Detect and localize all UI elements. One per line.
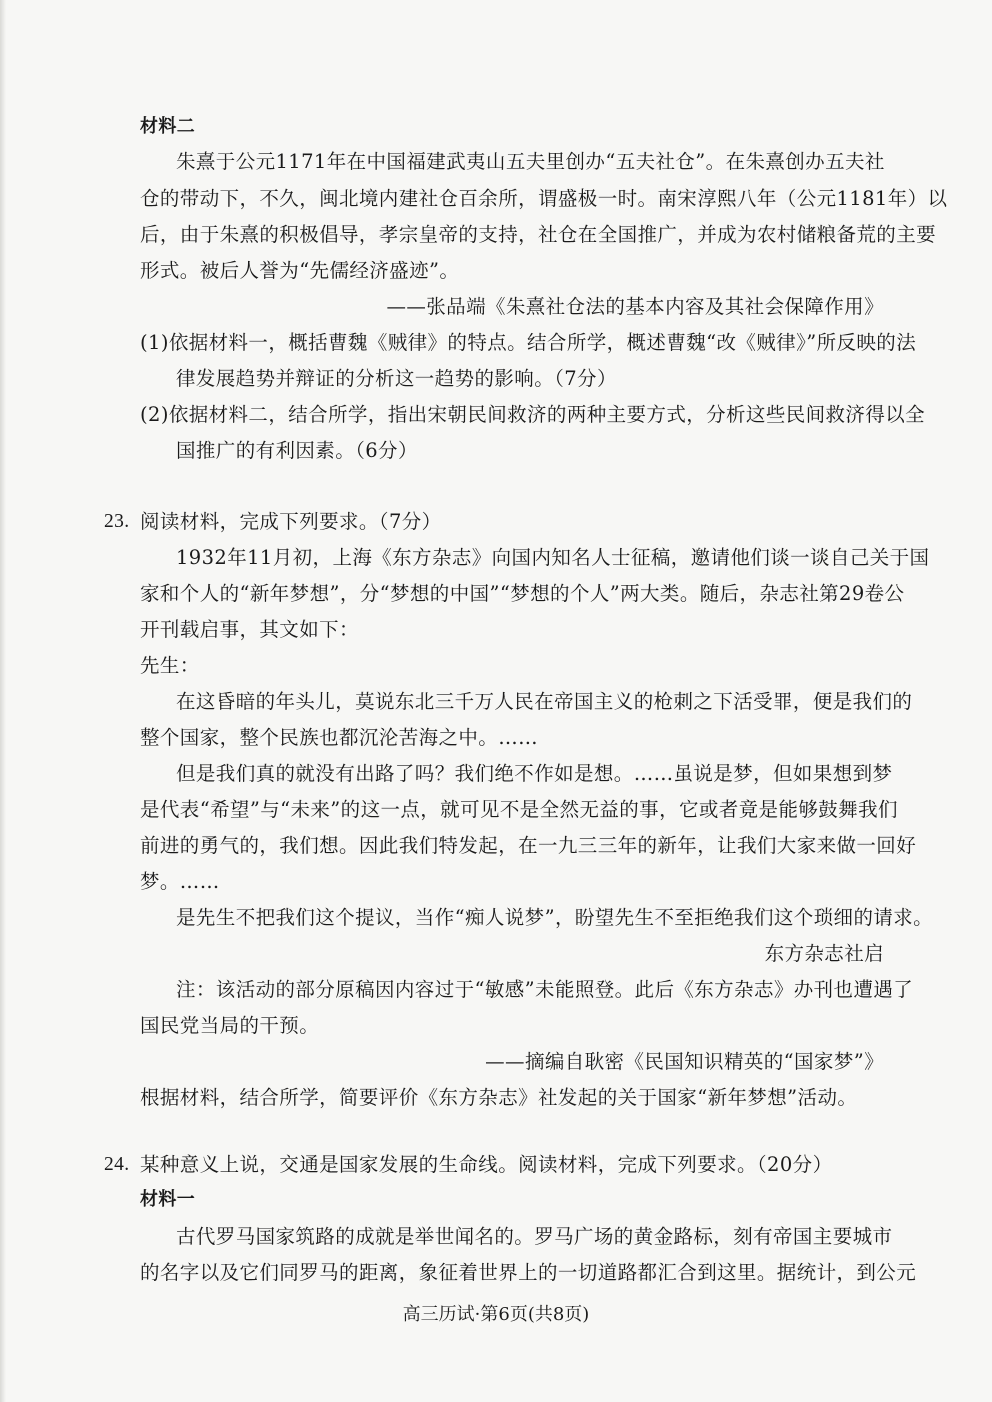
q22-part1-line1: (1)依据材料一，概括曹魏《贼律》的特点。结合所学，概述曹魏“改《贼律》”所反映的法 [140,331,917,354]
q23-number: 23. [104,511,130,532]
q22-part2-line2: 国推广的有利因素。（6分） [176,439,418,462]
q24-number: 24. [104,1154,130,1175]
q23-intro-line: 开刊载启事，其文如下： [140,618,359,641]
q23-letter-line: 是代表“希望”与“未来”的这一点，就可见不是全然无益的事，它或者竟是能够鼓舞我们 [140,798,898,821]
q22-part2-line1: (2)依据材料二，结合所学，指出宋朝民间救济的两种主要方式，分析这些民间救济得以全 [140,403,926,426]
q23-letter-line: 梦。…… [140,870,220,893]
q23-source: ——摘编自耿密《民国知识精英的“国家梦”》 [485,1050,884,1073]
q24-material1-line: 古代罗马国家筑路的成就是举世闻名的。罗马广场的黄金路标，刻有帝国主要城市 [176,1225,893,1248]
q23-letter-line: 前进的勇气的，我们想。因此我们特发起，在一九三三年的新年，让我们大家来做一回好 [140,834,917,857]
material2-line: 朱熹于公元1171年在中国福建武夷山五夫里创办“五夫社仓”。在朱熹创办五夫社 [176,150,885,173]
q23-intro-line: 家和个人的“新年梦想”，分“梦想的中国”“梦想的个人”两大类。随后，杂志社第29卷公 [140,582,905,605]
q23-note-line: 注：该活动的部分原稿因内容过于“敏感”未能照登。此后《东方杂志》办刊也遭遇了 [176,978,914,1001]
q23-prompt: 阅读材料，完成下列要求。（7分） [140,510,442,533]
page-footer: 高三历试·第6页(共8页) [402,1304,590,1325]
q23-salutation: 先生： [140,654,200,677]
material2-line: 仓的带动下，不久，闽北境内建社仓百余所，谓盛极一时。南宋淳熙八年（公元1181年）以 [140,187,948,210]
q24-material1-heading: 材料一 [140,1189,196,1210]
q23-letter-line: 是先生不把我们这个提议，当作“痴人说梦”，盼望先生不至拒绝我们这个琐细的请求。 [176,906,934,929]
q23-signature: 东方杂志社启 [764,942,884,965]
q23-note-line: 国民党当局的干预。 [140,1014,320,1037]
q24-material1-line: 的名字以及它们同罗马的距离，象征着世界上的一切道路都汇合到这里。据统计，到公元 [140,1261,917,1284]
material2-source: ——张品端《朱熹社仓法的基本内容及其社会保障作用》 [386,295,884,318]
q23-letter-line: 但是我们真的就没有出路了吗？我们绝不作如是想。……虽说是梦，但如果想到梦 [176,762,893,785]
q23-intro-line: 1932年11月初，上海《东方杂志》向国内知名人士征稿，邀请他们谈一谈自己关于国 [176,546,930,569]
q23-letter-line: 在这昏暗的年头儿，莫说东北三千万人民在帝国主义的枪刺之下活受罪，便是我们的 [176,690,913,713]
material2-line: 形式。被后人誉为“先儒经济盛迹”。 [140,259,460,282]
material2-line: 后，由于朱熹的积极倡导，孝宗皇帝的支持，社仓在全国推广，并成为农村储粮备荒的主要 [140,223,937,246]
q24-prompt: 某种意义上说，交通是国家发展的生命线。阅读材料，完成下列要求。（20分） [140,1153,833,1176]
scan-edge-shadow [0,0,6,1402]
q23-question: 根据材料，结合所学，简要评价《东方杂志》社发起的关于国家“新年梦想”活动。 [140,1086,858,1109]
q22-part1-line2: 律发展趋势并辩证的分析这一趋势的影响。（7分） [176,367,617,390]
material2-heading: 材料二 [140,116,196,137]
q23-letter-line: 整个国家，整个民族也都沉沦苦海之中。…… [140,726,539,749]
